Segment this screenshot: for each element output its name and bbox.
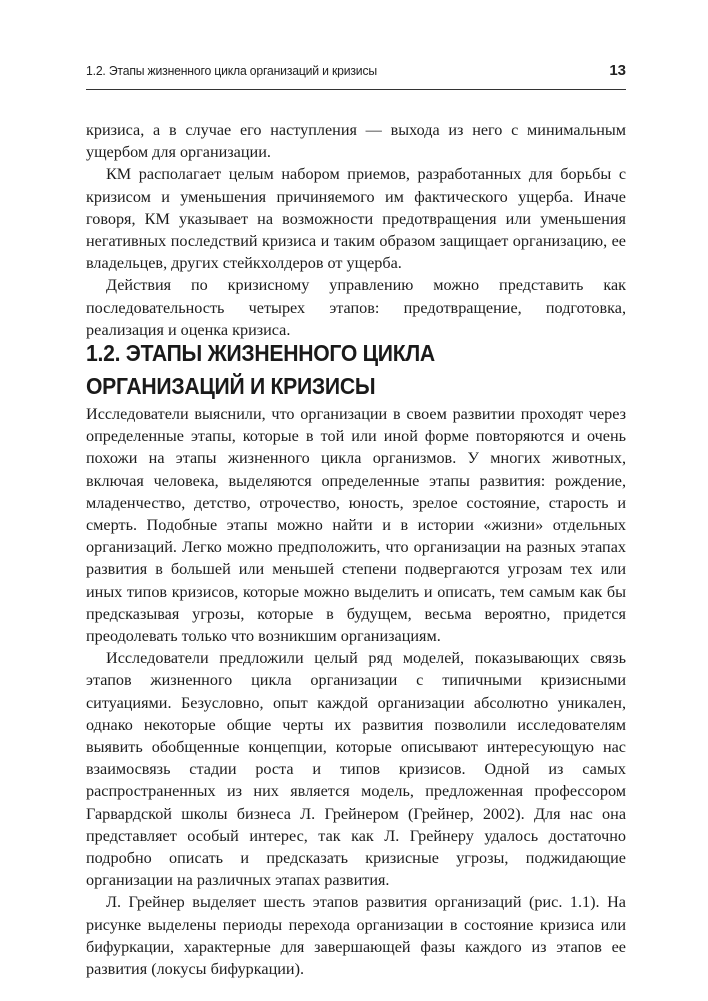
paragraph: Исследователи предложили целый ряд моделей, показывающих связь этапов жизненного цикла организации с типичными кризисными ситуациями. Безусловно, опыт каждой организации абсолютно уникален, однако некоторые общие черты их развития позволили исследователям выявить обобщенные концепции, которые описывают интересующую нас взаимосвязь стадии роста и типов кризисов. Одной из самых распространенных из них является модель, предложенная профессором Гарвардской школы бизнеса Л. Грейнером (Грейнер, 2002). Для нас она представляет особый интерес, так как Л. Грейнеру удалось достаточно подробно описать и предсказать кризисные угрозы, поджидающие организации на различных этапах развития. bbox=[86, 649, 626, 890]
paragraph: КМ располагает целым набором приемов, разработанных для борьбы с кризисом и уменьшения причиняемого им фактического ущерба. Иначе говоря, КМ указывает на возможности предотвращения или уменьшения негативных последствий кризиса и таким образом защищает организацию, ее владельцев, других стейкхолдеров от ущерба. bbox=[86, 165, 626, 273]
paragraph: кризиса, а в случае его наступления — выхода из него с минимальным ущербом для организации. bbox=[86, 121, 626, 162]
text-block-before-heading bbox=[86, 119, 626, 341]
paragraph: Действия по кризисному управлению можно представить как последовательность четырех этапов: предотвращение, подготовка, реализация и оценка кризиса. bbox=[86, 276, 626, 339]
page-number: 13 bbox=[609, 61, 626, 79]
running-header bbox=[86, 56, 626, 84]
header-rule bbox=[86, 89, 626, 90]
paragraph: Исследователи выяснили, что организации в своем развитии проходят через определенные этапы, которые в той или иной форме повторяются и очень похожи на этапы жизненного цикла организмов. У многих животных, включая человека, выделяются определенные этапы развития: рождение, младенчество, детство, отрочество, юность, зрелое состояние, старость и смерть. Подобные этапы можно найти и в истории «жизни» отдельных организаций. Легко можно предположить, что организации на разных этапах развития в большей или меньшей степени подвергаются угрозам тех или иных типов кризисов, которые можно выделить и описать, тем самым как бы предсказывая угрозы, которые в будущем, весьма вероятно, придется преодолевать только что возникшим организациям. bbox=[86, 405, 626, 646]
running-title: 1.2. Этапы жизненного цикла организаций и кризисы bbox=[86, 62, 377, 78]
text-block-after-heading bbox=[86, 403, 626, 980]
section-heading: 1.2. ЭТАПЫ ЖИЗНЕННОГО ЦИКЛА ОРГАНИЗАЦИЙ И КРИЗИСЫ bbox=[86, 340, 435, 399]
paragraph: Л. Грейнер выделяет шесть этапов развития организаций (рис. 1.1). На рисунке выделены периоды перехода организации в состояние кризиса или бифуркации, характерные для завершающей фазы каждого из этапов ее развития (локусы бифуркации). bbox=[86, 893, 626, 979]
